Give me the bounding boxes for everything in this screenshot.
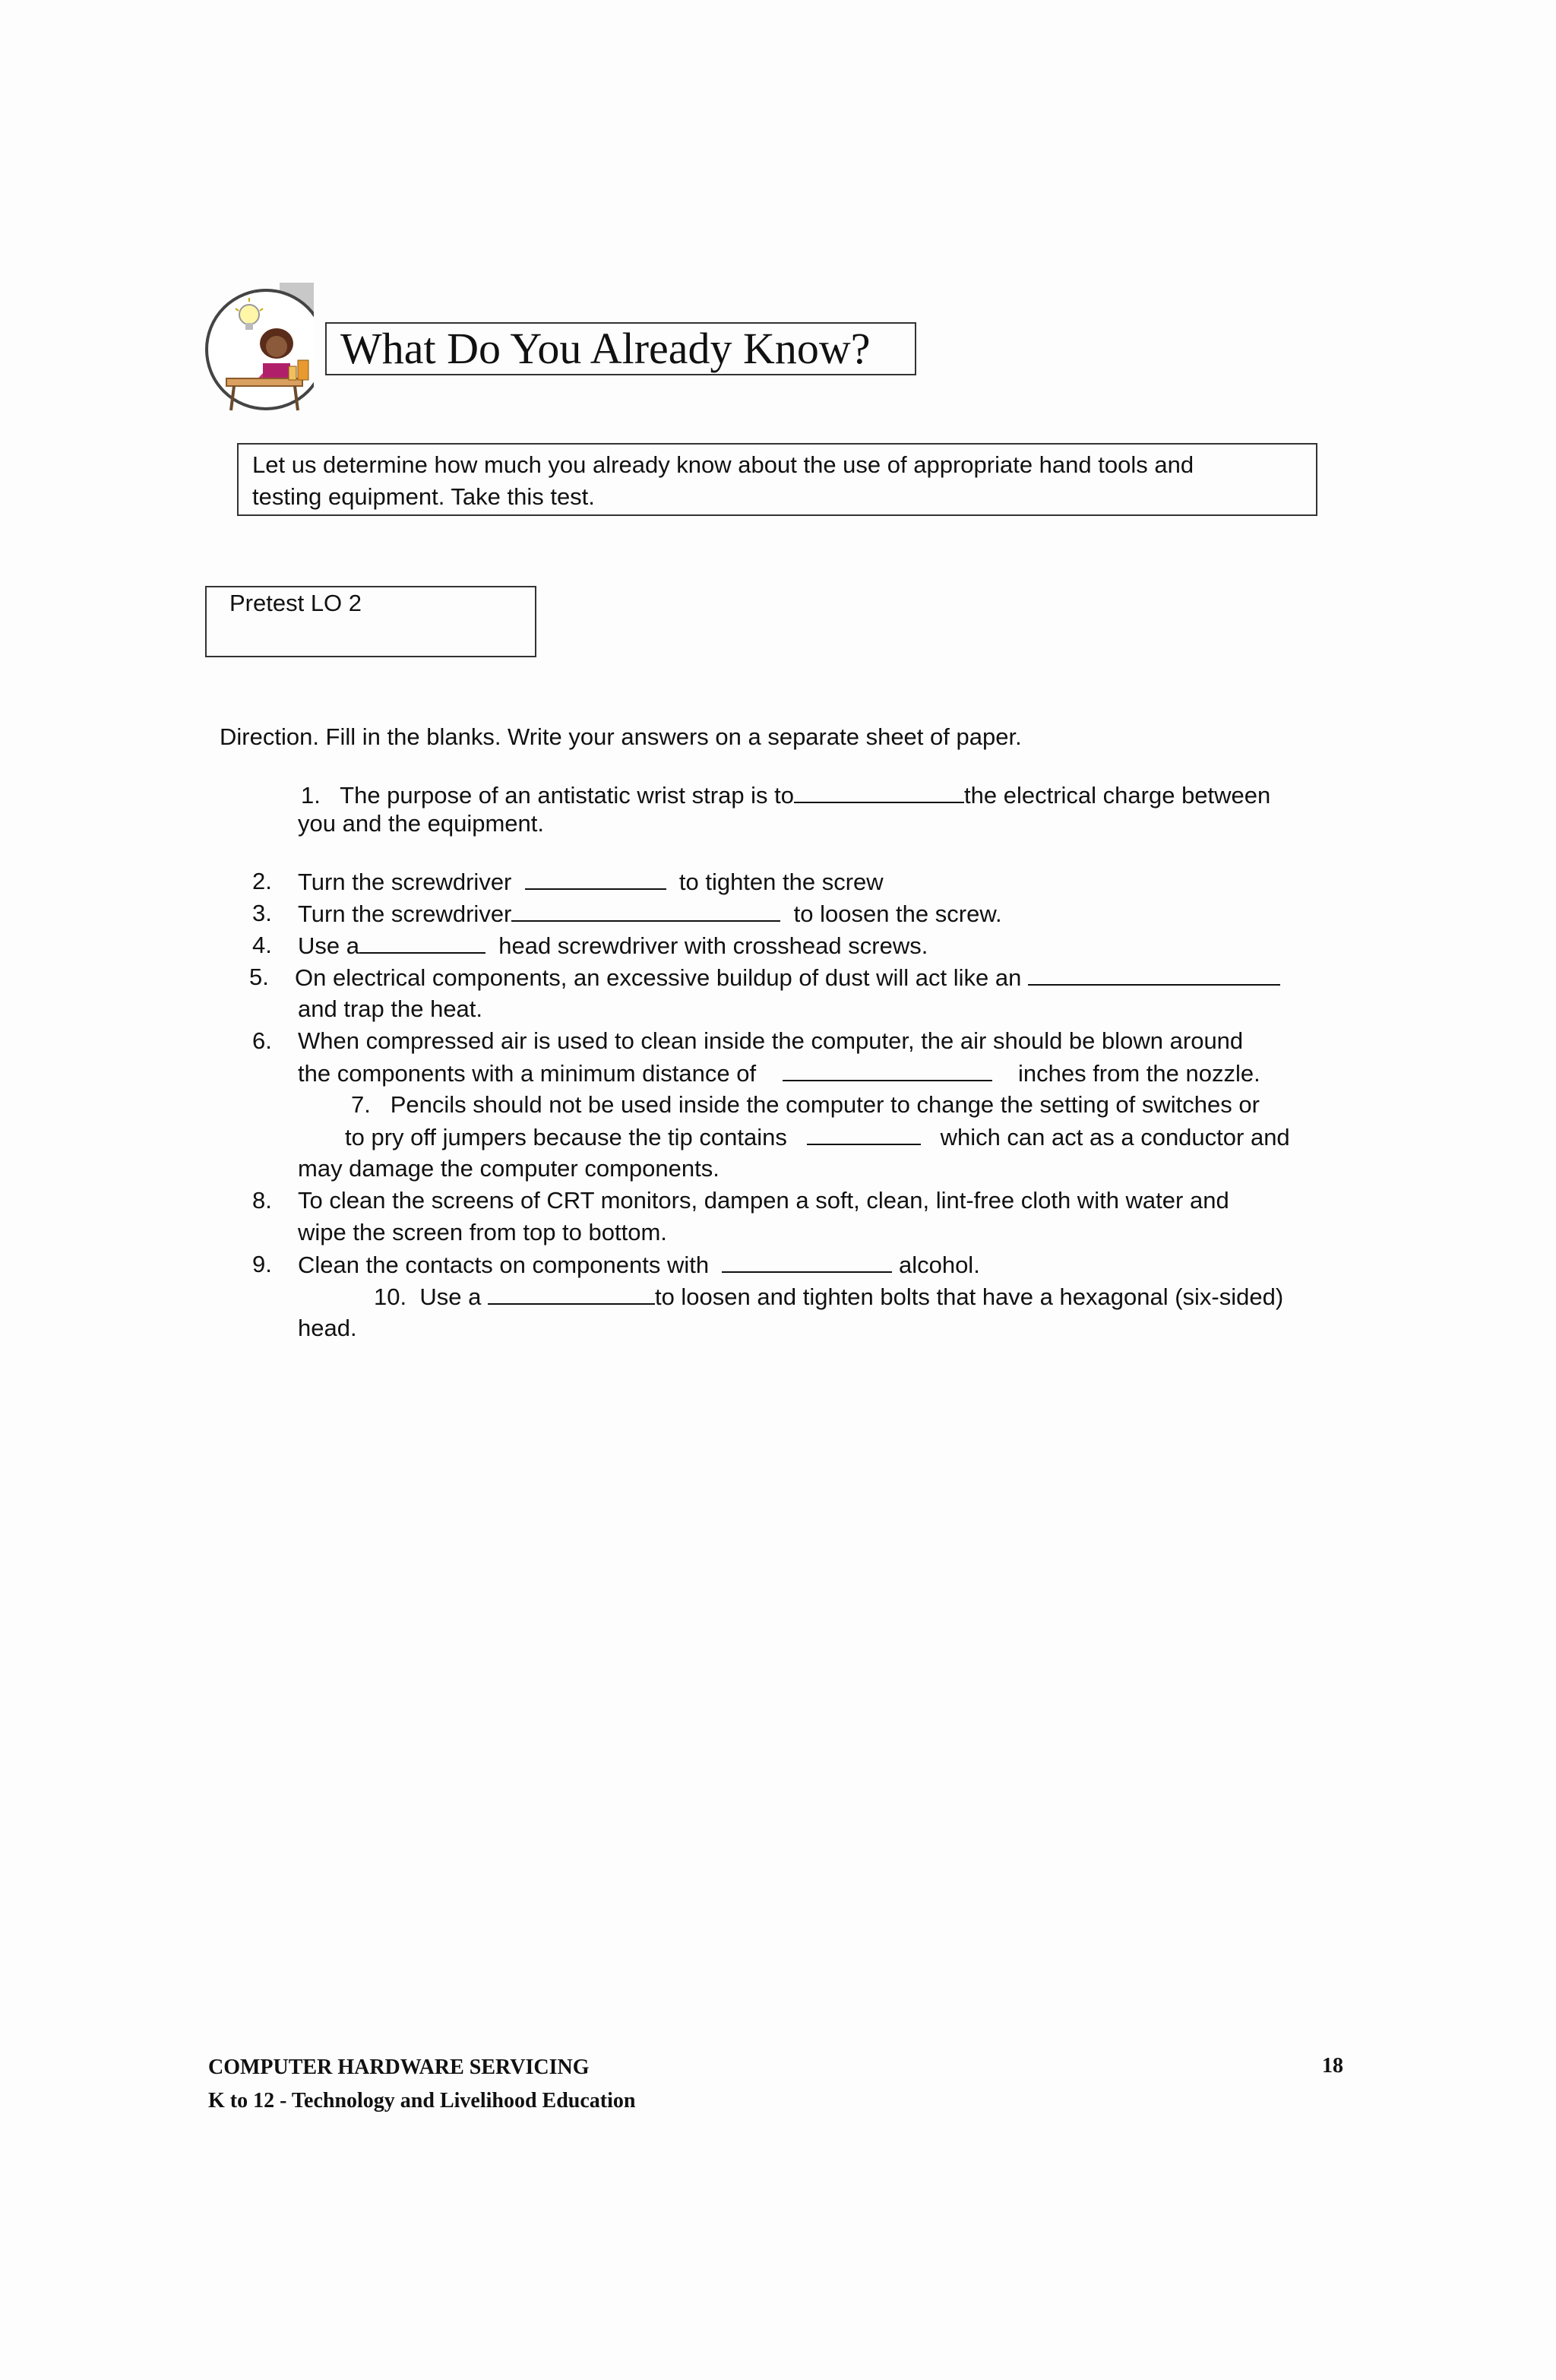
answer-blank <box>807 1121 921 1145</box>
answer-blank <box>359 929 485 954</box>
question-text: inches from the nozzle. <box>1017 1060 1260 1087</box>
answer-blank <box>794 779 964 803</box>
question-text: head screwdriver with crosshead screws. <box>498 932 928 959</box>
question-number: 10. <box>374 1283 407 1310</box>
question-text: which can act as a conductor and <box>940 1124 1290 1150</box>
section-title: What Do You Already Know? <box>325 322 916 375</box>
question-text: Turn the screwdriver <box>298 869 512 895</box>
question-8-number: 8. <box>252 1187 272 1214</box>
question-text: to tighten the screw <box>678 869 884 895</box>
question-text: Use a <box>419 1283 482 1310</box>
question-2 <box>298 866 884 898</box>
student-at-desk-lightbulb-icon <box>204 281 325 418</box>
question-10-cont: head. <box>298 1315 357 1341</box>
intro-line-1: Let us determine how much you already know about the use of appropriate hand tools and <box>252 451 1194 478</box>
page-number: 18 <box>1322 2054 1343 2078</box>
question-text: alcohol. <box>898 1252 980 1278</box>
question-text: Clean the contacts on components with <box>298 1252 710 1278</box>
question-3-number: 3. <box>252 900 272 926</box>
question-1-cont: you and the equipment. <box>298 810 545 837</box>
direction-text: Direction. Fill in the blanks. Write your answers on a separate sheet of paper. <box>220 723 1022 750</box>
pretest-label: Pretest LO 2 <box>229 590 362 616</box>
footer-program: K to 12 - Technology and Livelihood Education <box>208 2089 636 2113</box>
question-6: When compressed air is used to clean inside the computer, the air should be blown around <box>298 1027 1244 1054</box>
answer-blank <box>783 1057 992 1081</box>
question-6-cont <box>298 1057 1260 1090</box>
question-1 <box>301 779 1270 812</box>
question-text: On electrical components, an excessive buildup of dust will act like an <box>295 964 1022 991</box>
question-3 <box>298 897 1002 930</box>
question-text: to loosen the screw. <box>793 900 1002 927</box>
answer-blank <box>1028 961 1280 986</box>
question-text: to loosen and tighten bolts that have a hexagonal (six-sided) <box>654 1283 1284 1310</box>
question-5-cont: and trap the heat. <box>298 995 483 1022</box>
question-number: 1. <box>301 782 321 809</box>
question-text: the components with a minimum distance of <box>298 1060 757 1087</box>
question-8: To clean the screens of CRT monitors, dampen a soft, clean, lint-free cloth with water and <box>298 1187 1229 1214</box>
question-9-number: 9. <box>252 1251 272 1277</box>
answer-blank <box>722 1249 892 1273</box>
question-2-number: 2. <box>252 868 272 894</box>
question-text: Use a <box>298 932 359 959</box>
question-5 <box>295 961 1280 994</box>
intro-line-2: testing equipment. Take this test. <box>252 483 595 510</box>
question-7-cont-2: may damage the computer components. <box>298 1155 719 1182</box>
question-text: the electrical charge between <box>964 782 1271 809</box>
question-text: Pencils should not be used inside the computer to change the setting of switches or <box>390 1091 1260 1118</box>
question-text: Turn the screwdriver <box>298 900 512 927</box>
question-8-cont: wipe the screen from top to bottom. <box>298 1219 667 1245</box>
footer-course: COMPUTER HARDWARE SERVICING <box>208 2056 590 2079</box>
question-5-number: 5. <box>249 964 269 990</box>
question-text: The purpose of an antistatic wrist strap is to <box>340 782 795 809</box>
answer-blank <box>511 897 780 922</box>
answer-blank <box>488 1280 655 1305</box>
intro-box <box>237 443 1317 516</box>
question-6-number: 6. <box>252 1027 272 1054</box>
question-7-cont <box>345 1121 1290 1154</box>
question-9 <box>298 1249 980 1281</box>
question-text: to pry off jumpers because the tip contains <box>345 1124 787 1150</box>
question-number: 7. <box>351 1091 371 1118</box>
answer-blank <box>525 866 666 890</box>
question-4-number: 4. <box>252 932 272 958</box>
question-10 <box>374 1280 1283 1313</box>
question-7 <box>351 1089 1260 1121</box>
question-4 <box>298 929 928 962</box>
pretest-box <box>205 586 536 657</box>
